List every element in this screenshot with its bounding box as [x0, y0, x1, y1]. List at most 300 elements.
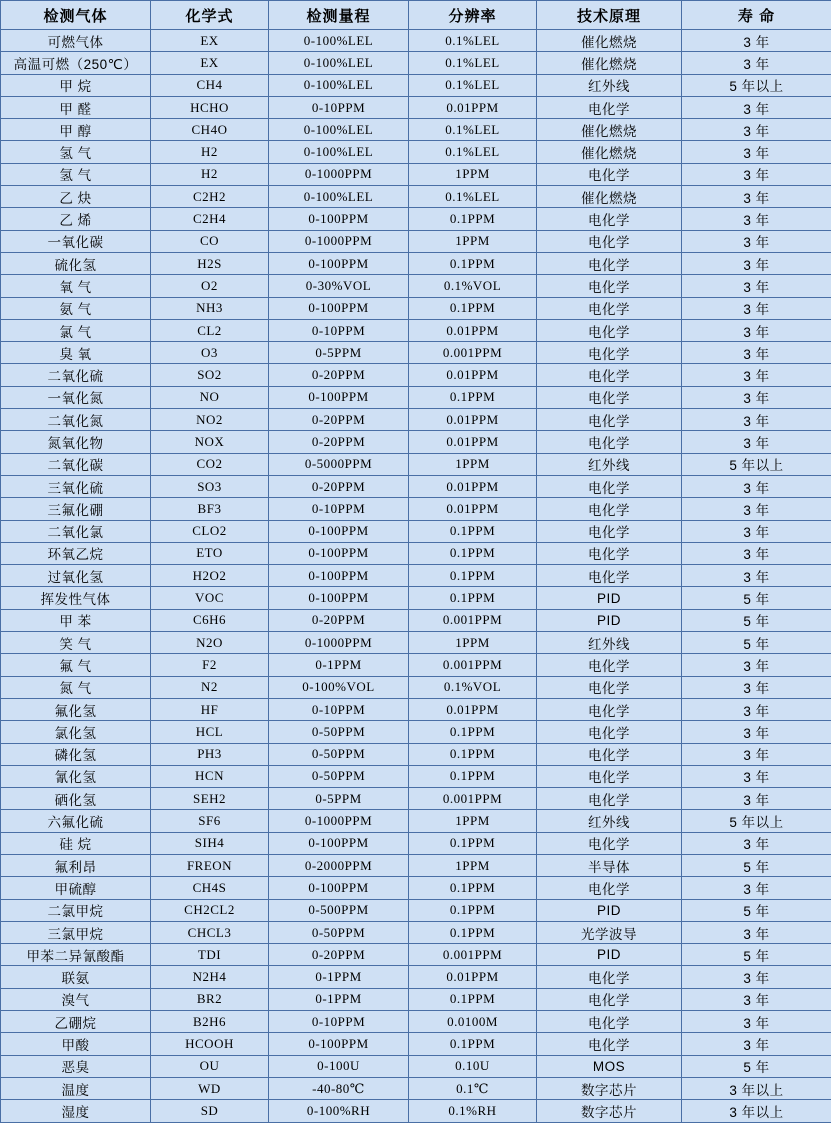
- cell-resolution: 0.1PPM: [409, 542, 537, 564]
- cell-resolution: 0.1PPM: [409, 386, 537, 408]
- cell-resolution: 1PPM: [409, 632, 537, 654]
- cell-range: 0-100PPM: [269, 208, 409, 230]
- cell-resolution: 0.1PPM: [409, 520, 537, 542]
- cell-range: 0-10PPM: [269, 498, 409, 520]
- cell-principle: 电化学: [537, 988, 682, 1010]
- cell-formula: SIH4: [151, 832, 269, 854]
- cell-range: 0-50PPM: [269, 743, 409, 765]
- cell-formula: CHCL3: [151, 921, 269, 943]
- table-row: [1, 520, 831, 542]
- cell-resolution: 0.1PPM: [409, 921, 537, 943]
- cell-range: 0-100U: [269, 1055, 409, 1077]
- cell-resolution: 0.10U: [409, 1055, 537, 1077]
- table-row: [1, 230, 831, 252]
- cell-gas: 可燃气体: [1, 30, 151, 52]
- cell-gas: 氢 气: [1, 163, 151, 185]
- cell-principle: 电化学: [537, 475, 682, 497]
- cell-formula: C2H2: [151, 186, 269, 208]
- cell-range: 0-1PPM: [269, 654, 409, 676]
- cell-range: 0-20PPM: [269, 364, 409, 386]
- cell-gas: 二氧化硫: [1, 364, 151, 386]
- cell-lifetime: 3 年: [682, 1033, 831, 1055]
- cell-principle: 电化学: [537, 386, 682, 408]
- cell-lifetime: 3 年: [682, 832, 831, 854]
- cell-gas: 二氧化碳: [1, 453, 151, 475]
- cell-lifetime: 3 年: [682, 654, 831, 676]
- cell-gas: 氟利昂: [1, 854, 151, 876]
- cell-principle: 数字芯片: [537, 1077, 682, 1099]
- cell-resolution: 0.01PPM: [409, 475, 537, 497]
- table-row: [1, 921, 831, 943]
- table-row: [1, 788, 831, 810]
- cell-resolution: 0.0100M: [409, 1011, 537, 1033]
- cell-range: 0-100PPM: [269, 1033, 409, 1055]
- cell-principle: 半导体: [537, 854, 682, 876]
- cell-range: 0-100PPM: [269, 587, 409, 609]
- cell-resolution: 0.1%LEL: [409, 30, 537, 52]
- cell-lifetime: 5 年: [682, 899, 831, 921]
- cell-principle: 电化学: [537, 364, 682, 386]
- cell-formula: FREON: [151, 854, 269, 876]
- cell-range: 0-100PPM: [269, 252, 409, 274]
- table-row: [1, 186, 831, 208]
- cell-formula: HCOOH: [151, 1033, 269, 1055]
- cell-range: 0-50PPM: [269, 721, 409, 743]
- cell-formula: CO2: [151, 453, 269, 475]
- cell-range: 0-10PPM: [269, 698, 409, 720]
- cell-range: 0-100PPM: [269, 297, 409, 319]
- cell-lifetime: 3 年: [682, 966, 831, 988]
- cell-formula: BR2: [151, 988, 269, 1010]
- cell-principle: 红外线: [537, 810, 682, 832]
- cell-lifetime: 3 年: [682, 498, 831, 520]
- cell-lifetime: 3 年: [682, 698, 831, 720]
- cell-range: 0-20PPM: [269, 609, 409, 631]
- cell-formula: NO: [151, 386, 269, 408]
- cell-range: 0-50PPM: [269, 921, 409, 943]
- cell-lifetime: 3 年: [682, 743, 831, 765]
- cell-lifetime: 5 年: [682, 609, 831, 631]
- cell-principle: 电化学: [537, 743, 682, 765]
- cell-principle: PID: [537, 899, 682, 921]
- cell-gas: 三氟化硼: [1, 498, 151, 520]
- cell-range: 0-20PPM: [269, 431, 409, 453]
- cell-gas: 甲酸: [1, 1033, 151, 1055]
- cell-principle: 电化学: [537, 252, 682, 274]
- cell-principle: 电化学: [537, 1011, 682, 1033]
- cell-formula: VOC: [151, 587, 269, 609]
- cell-resolution: 0.01PPM: [409, 498, 537, 520]
- cell-resolution: 0.01PPM: [409, 409, 537, 431]
- cell-lifetime: 3 年: [682, 921, 831, 943]
- table-row: [1, 163, 831, 185]
- cell-formula: CL2: [151, 319, 269, 341]
- cell-formula: CH4: [151, 74, 269, 96]
- table-row: [1, 899, 831, 921]
- table-row: [1, 1011, 831, 1033]
- cell-lifetime: 3 年: [682, 565, 831, 587]
- cell-range: 0-1000PPM: [269, 632, 409, 654]
- cell-range: 0-100%RH: [269, 1100, 409, 1122]
- cell-gas: 三氯甲烷: [1, 921, 151, 943]
- cell-range: 0-10PPM: [269, 319, 409, 341]
- cell-range: -40-80℃: [269, 1077, 409, 1099]
- cell-resolution: 0.1PPM: [409, 765, 537, 787]
- cell-principle: 电化学: [537, 520, 682, 542]
- table-row: [1, 141, 831, 163]
- cell-principle: 催化燃烧: [537, 141, 682, 163]
- cell-gas: 乙 烯: [1, 208, 151, 230]
- cell-range: 0-20PPM: [269, 475, 409, 497]
- cell-principle: PID: [537, 944, 682, 966]
- cell-gas: 甲 醇: [1, 119, 151, 141]
- cell-lifetime: 5 年以上: [682, 74, 831, 96]
- cell-lifetime: 3 年: [682, 364, 831, 386]
- cell-resolution: 0.001PPM: [409, 609, 537, 631]
- table-row: [1, 74, 831, 96]
- cell-lifetime: 3 年: [682, 163, 831, 185]
- cell-formula: H2: [151, 141, 269, 163]
- cell-range: 0-100PPM: [269, 520, 409, 542]
- cell-formula: EX: [151, 52, 269, 74]
- table-row: [1, 119, 831, 141]
- table-row: [1, 498, 831, 520]
- cell-formula: O2: [151, 275, 269, 297]
- cell-resolution: 0.1PPM: [409, 899, 537, 921]
- cell-principle: 催化燃烧: [537, 52, 682, 74]
- cell-principle: 电化学: [537, 698, 682, 720]
- cell-resolution: 0.1PPM: [409, 565, 537, 587]
- cell-range: 0-1PPM: [269, 966, 409, 988]
- cell-formula: OU: [151, 1055, 269, 1077]
- table-row: [1, 275, 831, 297]
- cell-lifetime: 3 年: [682, 475, 831, 497]
- cell-gas: 甲 醛: [1, 96, 151, 118]
- cell-principle: PID: [537, 587, 682, 609]
- cell-resolution: 1PPM: [409, 810, 537, 832]
- table-row: [1, 409, 831, 431]
- cell-principle: MOS: [537, 1055, 682, 1077]
- cell-gas: 氮氧化物: [1, 431, 151, 453]
- cell-gas: 环氧乙烷: [1, 542, 151, 564]
- cell-resolution: 0.1%LEL: [409, 186, 537, 208]
- table-row: [1, 475, 831, 497]
- cell-gas: 氯 气: [1, 319, 151, 341]
- table-row: [1, 854, 831, 876]
- cell-principle: 红外线: [537, 74, 682, 96]
- cell-range: 0-100%VOL: [269, 676, 409, 698]
- table-row: [1, 676, 831, 698]
- cell-principle: 电化学: [537, 498, 682, 520]
- cell-range: 0-30%VOL: [269, 275, 409, 297]
- table-row: [1, 698, 831, 720]
- cell-range: 0-100%LEL: [269, 74, 409, 96]
- cell-gas: 乙 炔: [1, 186, 151, 208]
- cell-formula: CH4O: [151, 119, 269, 141]
- cell-range: 0-100PPM: [269, 386, 409, 408]
- cell-lifetime: 3 年: [682, 141, 831, 163]
- cell-formula: CLO2: [151, 520, 269, 542]
- cell-resolution: 0.1PPM: [409, 988, 537, 1010]
- cell-resolution: 0.1PPM: [409, 832, 537, 854]
- cell-principle: 电化学: [537, 832, 682, 854]
- cell-range: 0-100PPM: [269, 565, 409, 587]
- cell-principle: 电化学: [537, 1033, 682, 1055]
- table-row: [1, 364, 831, 386]
- cell-formula: EX: [151, 30, 269, 52]
- cell-range: 0-5PPM: [269, 788, 409, 810]
- cell-gas: 甲 苯: [1, 609, 151, 631]
- cell-formula: CO: [151, 230, 269, 252]
- cell-lifetime: 3 年: [682, 119, 831, 141]
- cell-range: 0-2000PPM: [269, 854, 409, 876]
- cell-lifetime: 3 年: [682, 431, 831, 453]
- cell-range: 0-10PPM: [269, 96, 409, 118]
- cell-gas: 一氧化碳: [1, 230, 151, 252]
- cell-range: 0-100%LEL: [269, 119, 409, 141]
- cell-resolution: 0.1PPM: [409, 877, 537, 899]
- table-row: [1, 52, 831, 74]
- cell-formula: N2H4: [151, 966, 269, 988]
- cell-lifetime: 3 年: [682, 721, 831, 743]
- cell-gas: 恶臭: [1, 1055, 151, 1077]
- table-row: [1, 632, 831, 654]
- cell-formula: B2H6: [151, 1011, 269, 1033]
- cell-gas: 高温可燃（250℃）: [1, 52, 151, 74]
- table-row: [1, 319, 831, 341]
- cell-principle: 电化学: [537, 654, 682, 676]
- cell-principle: PID: [537, 609, 682, 631]
- cell-formula: N2O: [151, 632, 269, 654]
- cell-principle: 电化学: [537, 877, 682, 899]
- cell-lifetime: 3 年: [682, 542, 831, 564]
- cell-lifetime: 3 年: [682, 765, 831, 787]
- table-row: [1, 1100, 831, 1122]
- cell-formula: HCHO: [151, 96, 269, 118]
- table-row: [1, 877, 831, 899]
- cell-gas: 甲 烷: [1, 74, 151, 96]
- cell-lifetime: 3 年: [682, 275, 831, 297]
- cell-formula: HCL: [151, 721, 269, 743]
- cell-principle: 催化燃烧: [537, 30, 682, 52]
- column-header-principle: 技术原理: [537, 1, 682, 30]
- cell-formula: CH4S: [151, 877, 269, 899]
- cell-gas: 过氧化氢: [1, 565, 151, 587]
- cell-resolution: 0.01PPM: [409, 319, 537, 341]
- cell-principle: 红外线: [537, 632, 682, 654]
- table-row: [1, 431, 831, 453]
- table-row: [1, 609, 831, 631]
- cell-range: 0-1PPM: [269, 988, 409, 1010]
- cell-lifetime: 3 年: [682, 52, 831, 74]
- cell-lifetime: 3 年: [682, 342, 831, 364]
- cell-lifetime: 3 年: [682, 988, 831, 1010]
- column-header-lifetime: 寿 命: [682, 1, 831, 30]
- cell-formula: SF6: [151, 810, 269, 832]
- table-row: [1, 297, 831, 319]
- cell-range: 0-100PPM: [269, 877, 409, 899]
- cell-lifetime: 3 年: [682, 409, 831, 431]
- cell-gas: 挥发性气体: [1, 587, 151, 609]
- cell-range: 0-100PPM: [269, 832, 409, 854]
- cell-lifetime: 3 年: [682, 96, 831, 118]
- cell-range: 0-5000PPM: [269, 453, 409, 475]
- cell-lifetime: 3 年: [682, 208, 831, 230]
- table-row: [1, 386, 831, 408]
- cell-formula: O3: [151, 342, 269, 364]
- cell-principle: 电化学: [537, 230, 682, 252]
- cell-range: 0-1000PPM: [269, 230, 409, 252]
- cell-formula: C2H4: [151, 208, 269, 230]
- cell-gas: 氢 气: [1, 141, 151, 163]
- cell-gas: 氟 气: [1, 654, 151, 676]
- cell-lifetime: 3 年: [682, 186, 831, 208]
- cell-gas: 笑 气: [1, 632, 151, 654]
- cell-gas: 氟化氢: [1, 698, 151, 720]
- cell-formula: SEH2: [151, 788, 269, 810]
- cell-formula: H2: [151, 163, 269, 185]
- cell-lifetime: 3 年: [682, 386, 831, 408]
- cell-lifetime: 3 年以上: [682, 1077, 831, 1099]
- cell-principle: 电化学: [537, 788, 682, 810]
- cell-formula: H2O2: [151, 565, 269, 587]
- table-row: [1, 30, 831, 52]
- cell-range: 0-100%LEL: [269, 186, 409, 208]
- cell-gas: 溴气: [1, 988, 151, 1010]
- cell-formula: N2: [151, 676, 269, 698]
- cell-formula: CH2CL2: [151, 899, 269, 921]
- cell-resolution: 1PPM: [409, 453, 537, 475]
- cell-formula: SO2: [151, 364, 269, 386]
- cell-formula: NH3: [151, 297, 269, 319]
- cell-resolution: 1PPM: [409, 163, 537, 185]
- cell-principle: 光学波导: [537, 921, 682, 943]
- table-row: [1, 96, 831, 118]
- cell-resolution: 0.1PPM: [409, 721, 537, 743]
- cell-formula: TDI: [151, 944, 269, 966]
- cell-formula: SD: [151, 1100, 269, 1122]
- cell-lifetime: 3 年: [682, 520, 831, 542]
- table-row: [1, 988, 831, 1010]
- cell-formula: BF3: [151, 498, 269, 520]
- cell-gas: 湿度: [1, 1100, 151, 1122]
- cell-range: 0-50PPM: [269, 765, 409, 787]
- table-row: [1, 966, 831, 988]
- cell-lifetime: 3 年: [682, 297, 831, 319]
- cell-principle: 催化燃烧: [537, 186, 682, 208]
- cell-gas: 硫化氢: [1, 252, 151, 274]
- cell-lifetime: 3 年: [682, 319, 831, 341]
- table-row: [1, 810, 831, 832]
- table-row: [1, 252, 831, 274]
- cell-principle: 电化学: [537, 565, 682, 587]
- cell-range: 0-5PPM: [269, 342, 409, 364]
- cell-principle: 电化学: [537, 342, 682, 364]
- cell-principle: 电化学: [537, 676, 682, 698]
- cell-resolution: 0.001PPM: [409, 342, 537, 364]
- table-row: [1, 342, 831, 364]
- cell-gas: 联氨: [1, 966, 151, 988]
- cell-gas: 二氯甲烷: [1, 899, 151, 921]
- cell-resolution: 1PPM: [409, 230, 537, 252]
- cell-resolution: 0.1℃: [409, 1077, 537, 1099]
- cell-gas: 甲苯二异氰酸酯: [1, 944, 151, 966]
- cell-resolution: 0.1%LEL: [409, 74, 537, 96]
- cell-resolution: 0.1%VOL: [409, 676, 537, 698]
- table-header-row: [1, 1, 831, 30]
- cell-gas: 臭 氧: [1, 342, 151, 364]
- cell-gas: 六氟化硫: [1, 810, 151, 832]
- cell-principle: 红外线: [537, 453, 682, 475]
- cell-range: 0-500PPM: [269, 899, 409, 921]
- cell-formula: PH3: [151, 743, 269, 765]
- table-row: [1, 565, 831, 587]
- cell-resolution: 0.001PPM: [409, 788, 537, 810]
- cell-principle: 电化学: [537, 319, 682, 341]
- cell-lifetime: 3 年: [682, 252, 831, 274]
- table-row: [1, 208, 831, 230]
- cell-gas: 甲硫醇: [1, 877, 151, 899]
- cell-principle: 电化学: [537, 208, 682, 230]
- cell-lifetime: 5 年: [682, 944, 831, 966]
- cell-principle: 电化学: [537, 542, 682, 564]
- cell-resolution: 0.01PPM: [409, 364, 537, 386]
- cell-gas: 氯化氢: [1, 721, 151, 743]
- cell-lifetime: 3 年: [682, 30, 831, 52]
- cell-range: 0-20PPM: [269, 409, 409, 431]
- table-row: [1, 765, 831, 787]
- cell-gas: 一氧化氮: [1, 386, 151, 408]
- cell-principle: 电化学: [537, 966, 682, 988]
- cell-resolution: 0.1PPM: [409, 208, 537, 230]
- cell-lifetime: 5 年以上: [682, 453, 831, 475]
- cell-resolution: 0.1PPM: [409, 297, 537, 319]
- table-row: [1, 453, 831, 475]
- cell-principle: 电化学: [537, 721, 682, 743]
- cell-gas: 硒化氢: [1, 788, 151, 810]
- table-row: [1, 743, 831, 765]
- cell-gas: 磷化氢: [1, 743, 151, 765]
- cell-lifetime: 3 年以上: [682, 1100, 831, 1122]
- column-header-resolution: 分辨率: [409, 1, 537, 30]
- cell-principle: 电化学: [537, 409, 682, 431]
- cell-lifetime: 5 年: [682, 632, 831, 654]
- cell-resolution: 0.01PPM: [409, 966, 537, 988]
- table-row: [1, 1033, 831, 1055]
- cell-gas: 乙硼烷: [1, 1011, 151, 1033]
- column-header-range: 检测量程: [269, 1, 409, 30]
- cell-resolution: 0.01PPM: [409, 698, 537, 720]
- cell-formula: F2: [151, 654, 269, 676]
- cell-range: 0-100%LEL: [269, 30, 409, 52]
- cell-formula: NO2: [151, 409, 269, 431]
- cell-resolution: 0.1%LEL: [409, 119, 537, 141]
- table-row: [1, 1055, 831, 1077]
- cell-range: 0-100%LEL: [269, 52, 409, 74]
- cell-formula: NOX: [151, 431, 269, 453]
- cell-gas: 三氧化硫: [1, 475, 151, 497]
- cell-lifetime: 3 年: [682, 230, 831, 252]
- cell-principle: 电化学: [537, 431, 682, 453]
- table-body: [1, 30, 831, 1123]
- cell-principle: 电化学: [537, 163, 682, 185]
- cell-principle: 电化学: [537, 765, 682, 787]
- table-row: [1, 832, 831, 854]
- cell-principle: 数字芯片: [537, 1100, 682, 1122]
- cell-formula: C6H6: [151, 609, 269, 631]
- cell-resolution: 0.001PPM: [409, 944, 537, 966]
- cell-range: 0-10PPM: [269, 1011, 409, 1033]
